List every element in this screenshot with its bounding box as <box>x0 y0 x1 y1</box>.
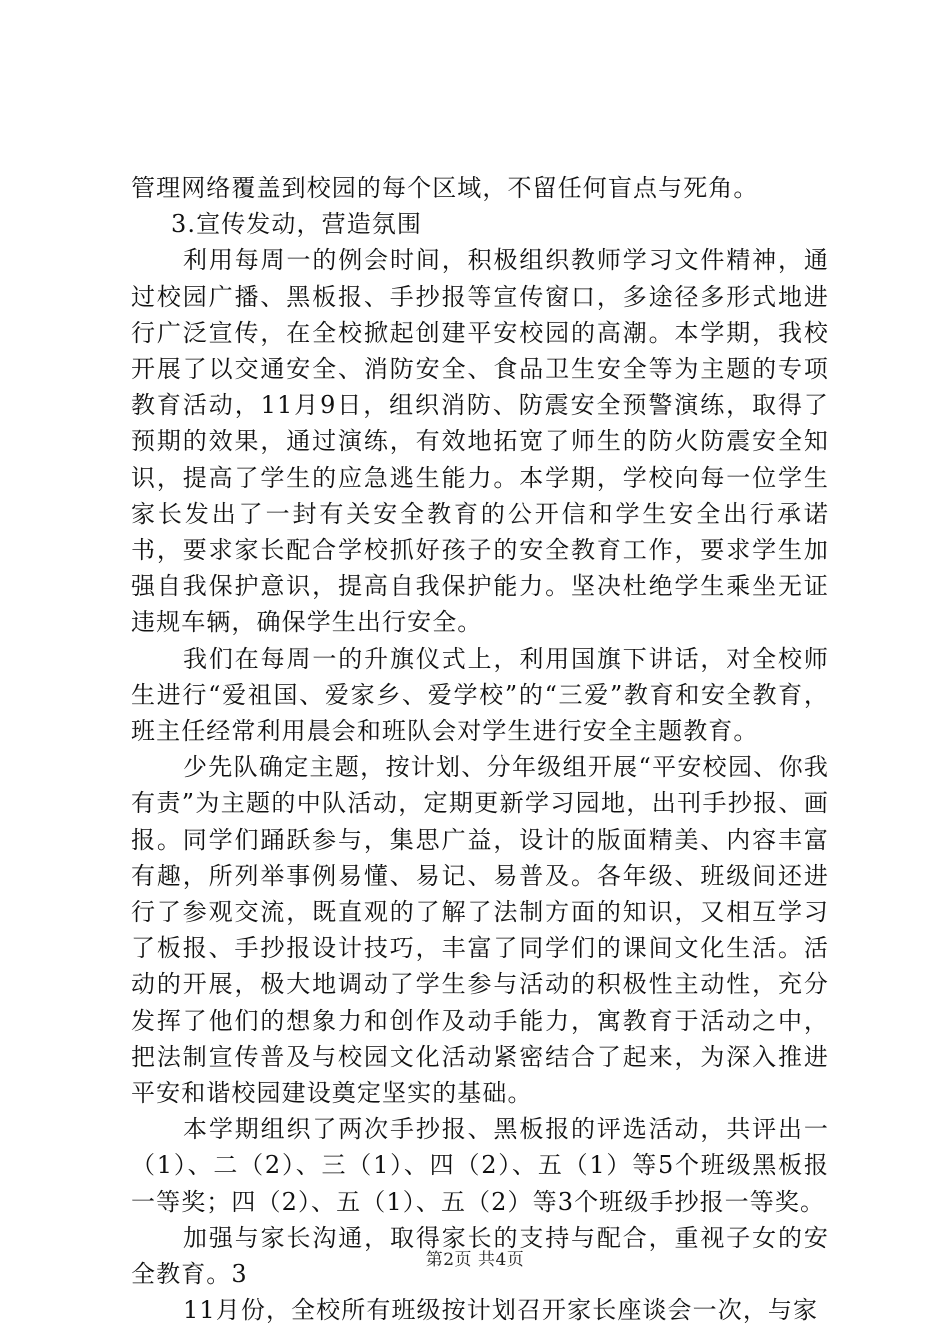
document-body <box>131 170 829 1329</box>
page-number-footer: 第2页 共4页 <box>425 1250 525 1270</box>
paragraph-award-selection: 本学期组织了两次手抄报、黑板报的评选活动，共评出一（1）、二（2）、三（1）、四（2）、五（1）等5个班级黑板报一等奖；四（2）、五（1）、五（2）等3个班级手抄报一等奖。 <box>131 1115 829 1216</box>
paragraph-publicity: 利用每周一的例会时间，积极组织教师学习文件精神，通过校园广播、黑板报、手抄报等宣传窗口，多途径多形式地进行广泛宣传，在全校掀起创建平安校园的高潮。本学期，我校开展了以交通安全、消防安全、食品卫生安全等为主题的专项教育活动，11月9日，组织消防、防震安全预警演练，取得了预期的效果，通过演练，有效地拓宽了师生的防火防震安全知识，提高了学生的应急逃生能力。本学期，学校向每一位学生家长发出了一封有关安全教育的公开信和学生安全出行承诺书，要求家长配合学校抓好孩子的安全教育工作，要求学生加强自我保护意识，提高自我保护能力。坚决杜绝学生乘坐无证违规车辆，确保学生出行安全。 <box>131 246 829 637</box>
section-heading: 3.宣传发动，营造氛围 <box>171 210 422 239</box>
paragraph-parent-meeting: 11月份，全校所有班级按计划召开家长座谈会一次，与家 <box>183 1296 819 1325</box>
paragraph-flag-ceremony: 我们在每周一的升旗仪式上，利用国旗下讲话，对全校师生进行“爱祖国、爱家乡、爱学校”的“三爱”教育和安全教育，班主任经常利用晨会和班队会对学生进行安全主题教育。 <box>131 644 829 746</box>
paragraph-continuation: 管理网络覆盖到校园的每个区域，不留任何盲点与死角。 <box>131 174 759 202</box>
paragraph-young-pioneers: 少先队确定主题，按计划、分年级组开展“平安校园、你我有责”为主题的中队活动，定期更新学习园地，出刊手抄报、画报。同学们踊跃参与，集思广益，设计的版面精美、内容丰富有趣，所列举事例易懂、易记、易普及。各年级、班级间还进行了参观交流，既直观的了解了法制方面的知识，又相互学习了板报、手抄报设计技巧，丰富了同学们的课间文化生活。活动的开展，极大地调动了学生参与活动的积极性主动性，充分发挥了他们的想象力和创作及动手能力，寓教育于活动之中，把法制宣传普及与校园文化活动紧密结合了起来，为深入推进平安和谐校园建设奠定坚实的基础。 <box>131 753 829 1108</box>
paragraph-parent-communication: 加强与家长沟通，取得家长的支持与配合，重视子女的安全教育。3 <box>131 1223 829 1289</box>
